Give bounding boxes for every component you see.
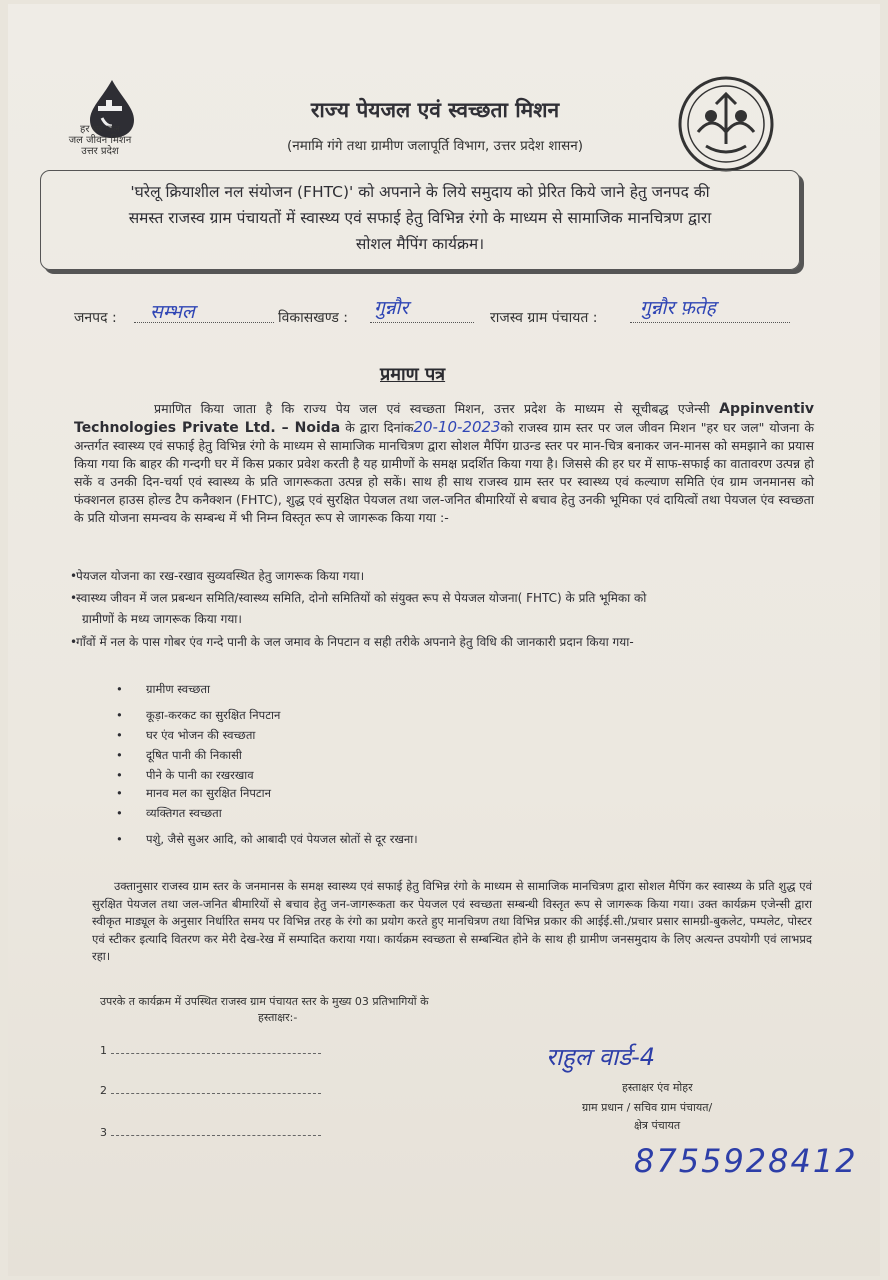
organization-title: राज्य पेयजल एवं स्वच्छता मिशन [310,98,560,122]
topic-text: दूषित पानी की निकासी [146,748,242,762]
block-label: विकासखण्ड : [278,310,349,326]
para1-date-label: के द्वारा दिनांक [340,420,414,435]
participant-signature-line-3 [100,1126,321,1139]
topic-item [118,768,254,783]
topic-text: मानव मल का सुरक्षित निपटान [146,786,272,800]
para1-body: जीवन मिशन "हर घर जल" योजना के अन्तर्गत स्वास्थ्य एवं सफाई हेतु विभिन्न रंगो के माध्यम से सामाजिक मानचित्रण द्वारा सोशल मैपिंग ग्राउन्ड स्तर पर मान-चित्र बनाकर जन-मानस को समझाने का प्रयास किया गया कि बाहर की गन्दगी घर में किस प्रकार प्रवेश करती है यह ग्रामीणों के समक्ष प्रदर्शित किया गया है। जिससे की हर घर में साफ-सफाई का वातावरण उत्पन्न हो सकें व उनकी दिन-चर्या एवं स्वास्थ्य के प्रति जागरूकता उत्पन्न हो सकें। साथ ही साथ राजस्व ग्राम स्तर पर स्वास्थ्य एवं कल्याण समिति एंव ग्राम जनमानस को फंक्शनल हाउस होल्ड टैप कनैक्शन (FHTC), शुद्ध एवं सुरक्षित पेयजल तथा जल-जनित बीमारियों से बचाव हेतु उनकी भूमिका एवं दायित्वों तथा पेयजल एंव स्वच्छता के प्रति योजना समन्वय के सम्बन्ध में भी निम्न विस्तृत रूप से जागरूक किया गया :- [74,420,814,525]
signature-seal-label: हस्ताक्षर एंव मोहर [622,1081,693,1094]
agency-name: Appinventiv Technologies Private Ltd. – Noida [74,401,814,436]
bullet-item: • गाँवों में नल के पास गोबर एंव गन्दे पानी के जल जमाव के निपटान व सही तरीके अपनाने हेतु विधि की जानकारी प्रदान किया गया- [76,634,816,651]
program-banner [40,170,800,270]
para1-intro: प्रमाणित किया जाता है कि राज्य पेय जल एवं स्वच्छता मिशन, उत्तर प्रदेश के माध्यम से सूचीबद्ध एजेन्सी [154,401,710,416]
topic-item [118,708,280,723]
bullet-item: • स्वास्थ्य जीवन में जल प्रबन्धन समिति/स्वास्थ्य समिति, दोनो समितियों को संयुक्त रूप से पेयजल योजना( FHTC) के प्रति भूमिका को [76,590,816,607]
banner-line-1: 'घरेलू क्रियाशील नल संयोजन (FHTC)' को अपनाने के लिये समुदाय को प्रेरित किये जाने हेतु जनपद की [130,183,710,201]
bullet-continuation: ग्रामीणों के मध्य जागरूक किया गया। [82,612,242,626]
row-number: 3 [100,1126,107,1139]
program-date: 20-10-2023 [413,418,501,436]
organization-subtitle: (नमामि गंगे तथा ग्रामीण जलापूर्ति विभाग, उत्तर प्रदेश शासन) [287,138,583,154]
topic-item [118,682,210,697]
participant-signature-line-2 [100,1084,321,1097]
certificate-title: प्रमाण पत्र [380,364,446,385]
topic-item [118,786,271,801]
topic-item [118,748,242,763]
emblem-icon [676,74,776,174]
district-value: सम्भल [150,301,195,323]
row-number: 2 [100,1084,107,1097]
para1-after-date: को राजस्व ग्राम स्तर पर जल [500,420,633,435]
topic-item [118,806,222,821]
certificate-paragraph-2: उक्तानुसार राजस्व ग्राम स्तर के जनमानस के समक्ष स्वास्थ्य एवं सफाई हेतु विभिन्न रंगो के माध्यम से सामाजिक मानचित्रण द्वारा सोशल मैपिंग कर स्वास्थ्य के प्रति शुद्ध एवं सुरक्षित पेयजल तथा जल-जनित बीमारियों से बचाव हेतु जन-जागरूकता कर पेयजल एवं स्वच्छता सम्बन्धी विस्तृत रूप से जागरूक किया गया। उक्त कार्यक्रम एजेन्सी द्वारा स्वीकृत माड्यूल के अनुसार निर्धारित समय पर विभिन्न तरह के रंगो का प्रयोग करते हुए मानचित्रण तथा विभिन्न प्रकार की आईई.सी./प्रचार प्रसार सामग्री-बुकलेट, पम्पलेट, पोस्टर एवं स्टीकर इत्यादि वितरण कर मेरी देख-रेख में सम्पादित कराया गया। कार्यक्रम स्वच्छता से सम्बन्धित होने के साथ ही ग्रामीण जनसमुदाय के लिए अत्यन्त उपयोगी एवं लाभप्रद रहा। [92,879,812,963]
topic-item [118,832,418,847]
certificate-paragraph-1 [74,400,814,527]
district-label: जनपद : [74,310,117,326]
topic-text: पशुे, जैसे सुअर आदि, को आबादी एवं पेयजल स्रोतों से दूर रखना। [146,832,418,846]
participants-caption: उपरके त कार्यक्रम में उपस्थित राजस्व ग्राम पंचायत स्तर के मुख्य 03 प्रतिभागियों के [100,995,429,1008]
topic-text: कूड़ा-करकट का सुरक्षित निपटान [146,708,281,722]
panchayat-value: गुन्नौर फ़तेह [640,297,716,319]
participants-signature-label: हस्ताक्षर:- [258,1011,298,1024]
location-fields [74,297,814,336]
participant-signature-line-1 [100,1044,321,1057]
topic-text: ग्रामीण स्वच्छता [146,682,210,696]
topic-item [118,728,255,743]
signature-designation-2: क्षेत्र पंचायत [634,1119,681,1132]
block-value: गुन्नौर [374,297,409,319]
handwritten-phone-number: 8755928412 [634,1142,858,1180]
panchayat-label: राजस्व ग्राम पंचायत : [490,310,598,326]
banner-line-2: समस्त राजस्व ग्राम पंचायतों में स्वास्थ्य एवं सफाई हेतु विभिन्न रंगो के माध्यम से सामाजिक मानचित्रण द्वारा [128,209,712,227]
topic-text: पीने के पानी का रखरखाव [146,768,254,782]
signature-designation: ग्राम प्रधान / सचिव ग्राम पंचायत/ [582,1101,713,1114]
bullet-item: • पेयजल योजना का रख-रखाव सुव्यवस्थित हेतु जागरूक किया गया। [76,568,816,585]
up-government-emblem [676,74,776,174]
logo-tagline: हर घर जल जल जीवन मिशन उत्तर प्रदेश [68,124,132,157]
topic-text: व्यक्तिगत स्वच्छता [146,806,222,820]
topic-text: घर एंव भोजन की स्वच्छता [146,728,256,742]
pradhan-handwritten-signature: राहुल वार्ड-4 [546,1043,656,1071]
banner-line-3: सोशल मैपिंग कार्यक्रम। [355,235,485,253]
row-number: 1 [100,1044,107,1057]
